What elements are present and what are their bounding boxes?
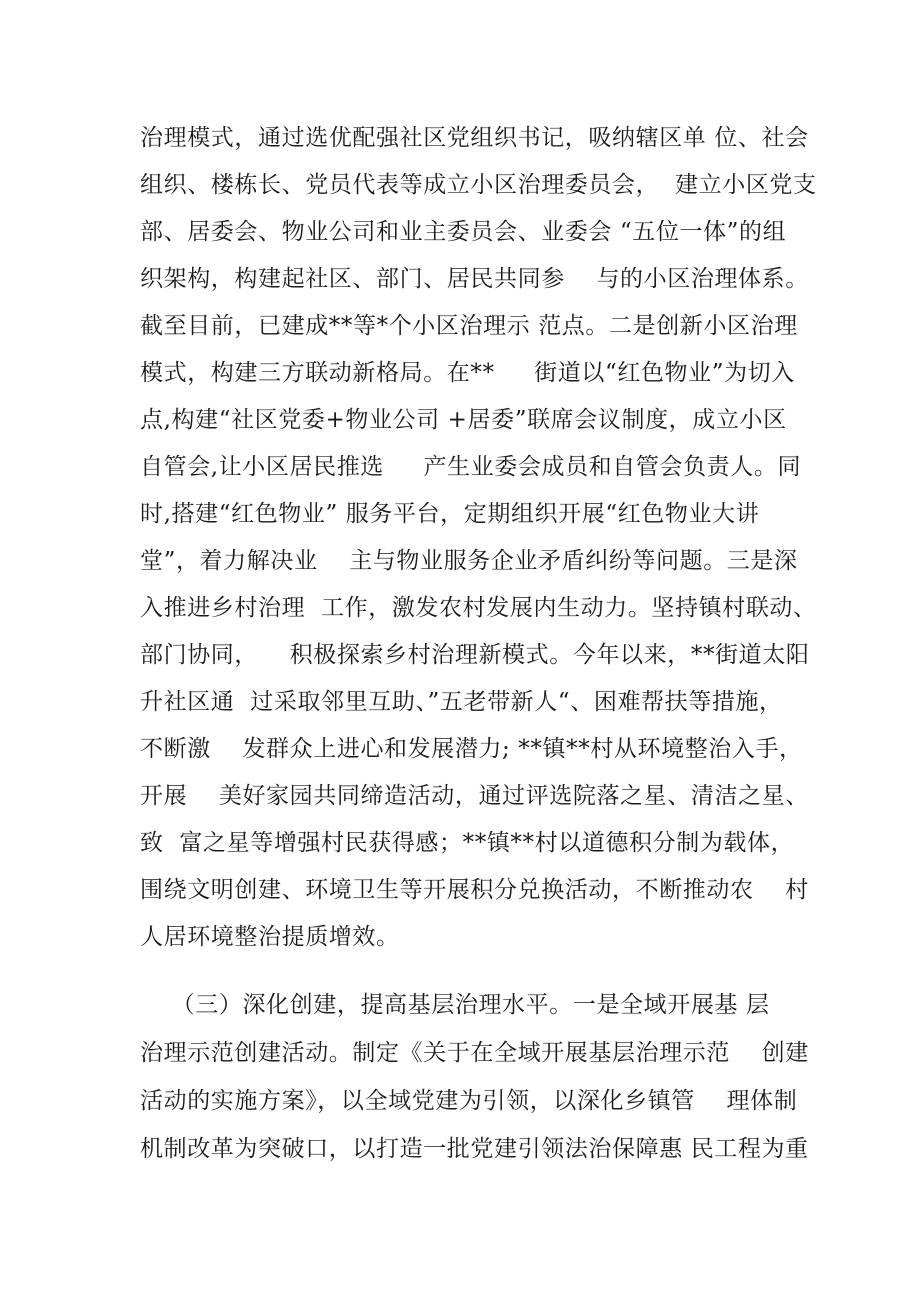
text-line: 升社区通 过采取邻里互助、”五老带新人“、困难帮扶等措施， xyxy=(140,689,783,715)
text-line: 不断激 发群众上进心和发展潜力; **镇**村从环境整治入手， xyxy=(140,736,803,762)
text-line: 部门协同， 积极探索乡村治理新模式。今年以来，**街道太阳 xyxy=(140,642,810,668)
text-line: 机制改革为突破口，以打造一批党建引领法治保障惠 民工程为重 xyxy=(140,1136,809,1162)
text-line: 围绕文明创建、环境卫生等开展积分兑换活动，不断推动农 村 xyxy=(140,877,809,903)
text-line: 截至目前，已建成**等*个小区治理示 范点。二是创新小区治理 xyxy=(140,313,798,339)
text-line: 致 富之星等增强村民获得感；**镇**村以道德积分制为载体， xyxy=(140,830,795,856)
section-heading-line: （三）深化创建，提高基层治理水平。一是全域开展基 层 xyxy=(140,992,770,1018)
text-line: 织架构，构建起社区、部门、居民共同参 与的小区治理体系。 xyxy=(140,266,809,292)
text-line: 人居环境整治提质增效。 xyxy=(140,924,400,950)
text-line: 入推进乡村治理 工作，激发农村发展内生动力。坚持镇村联动、 xyxy=(140,595,817,621)
text-line: 部、居委会、物业公司和业主委员会、业委会 “五位一体”的组 xyxy=(140,219,787,245)
text-line: 模式，构建三方联动新格局。在** 街道以“红色物业”为切入 xyxy=(140,360,795,386)
text-line: 时,搭建“红色物业” 服务平台，定期组织开展“红色物业大讲 xyxy=(140,501,760,527)
text-line: 自管会,让小区居民推选 产生业委会成员和自管会负责人。同 xyxy=(140,454,802,480)
text-line: 开展 美好家园共同缔造活动，通过评选院落之星、清洁之星、 xyxy=(140,783,809,809)
text-line: 堂”，着力解决业 主与物业服务企业矛盾纠纷等问题。三是深 xyxy=(140,548,798,574)
text-line: 点,构建“社区党委+物业公司 +居委”联席会议制度，成立小区 xyxy=(140,407,787,433)
text-line: 组织、楼栋长、党员代表等成立小区治理委员会， 建立小区党支 xyxy=(140,172,817,198)
text-line: 治理示范创建活动。制定《关于在全域开展基层治理示范 创建 xyxy=(140,1040,809,1066)
text-line: 治理模式，通过选优配强社区党组织书记，吸纳辖区单 位、社会 xyxy=(140,125,809,151)
text-line: 活动的实施方案》，以全域党建为引领，以深化乡镇管 理体制 xyxy=(140,1088,798,1114)
